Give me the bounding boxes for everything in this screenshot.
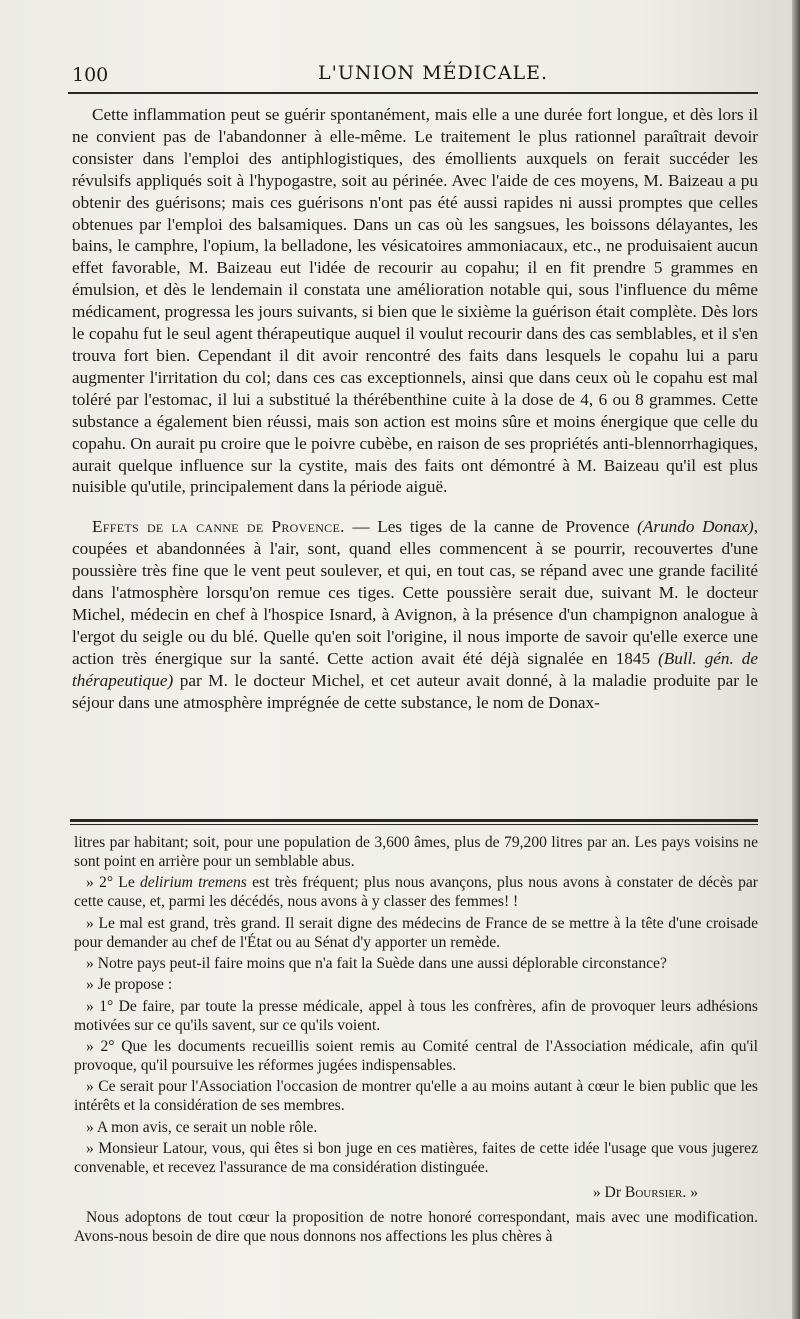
paragraph-cystitis: Cette inflammation peut se guérir spontanément, mais elle a une durée fort longue, et dès lors il ne convient pas de l'abandonner à elle-même. Le traitement le plus rationnel paraîtrait devoir consister dans l'emploi des antiphlogistiques, des émollients auxquels on ferait succéder les révulsifs appliqués soit à l'hypogastre, soit au périnée. Avec l'aide de ces moyens, M. Baizeau a pu obtenir des guérisons; mais ces guérisons n'ont pas été aussi rapides ni aussi promptes que celles obtenues par l'emploi des balsamiques. Dans un cas où les sangsues, les boissons délayantes, les bains, le camphre, l'opium, la belladone, les vésicatoires ammoniacaux, etc., ne produisaient aucun effet favorable, M. Baizeau eut l'idée de recourir au copahu; il en fit prendre 5 grammes en émulsion, et dès le lendemain il constata une amélioration notable qui, sous l'influence du même médicament, progressa les jours suivants, si bien que le sixième la guérison était complète. Dès lors le copahu fut le seul agent thérapeutique auquel il voulut recourir dans des cas semblables, et il s'en trouva fort bien. Cependant il dit avoir rencontré des faits dans lesquels le copahu lui a paru augmenter l'irritation du col; dans ces cas exceptionnels, ainsi que dans ceux où le copahu est mal toléré par l'estomac, il lui a substitué la thérébenthine cuite à la dose de 4, 6 ou 8 grammes. Cette substance a également bien réussi, mais son action est moins sûre et moins énergique que celle du copahu. On aurait pu croire que le poivre cubèbe, en raison de ses propriétés anti-blennorrhagiques, aurait quelque influence sur la cystite, mais des faits ont démontré à M. Baizeau qu'il est plus nuisible qu'utile, principalement dans la période aiguë.	[72, 105, 758, 497]
footnote-paragraph: Nous adoptons de tout cœur la proposition de notre honoré correspondant, mais avec une modification. Avons-nous besoin de dire que nous donnons nos affections les plus chères à	[74, 1208, 758, 1245]
text-segment: » 2° Le	[86, 874, 140, 892]
text-segment: — Les tiges de la canne de Provence	[344, 517, 638, 537]
footnote-paragraph: » Monsieur Latour, vous, qui êtes si bon juge en ces matières, faites de cette idée l'usage que vous jugerez convenable, et recevez l'assurance de ma considération distinguée.	[74, 1140, 758, 1176]
italic-segment: (Bull. gén. de thérapeutique)	[72, 648, 758, 690]
main-text	[72, 104, 758, 713]
signature-name: Boursier.	[624, 1183, 687, 1201]
footnote-paragraph: » 1° De faire, par toute la presse médicale, appel à tous les confrères, afin de provoquer leurs adhésions motivées sur ce qu'ils savent, sur ce qu'ils voient.	[74, 997, 758, 1034]
footnote-paragraph: » Le mal est grand, très grand. Il serait digne des médecins de France de se mettre à la tête d'une croisade pour demander au chef de l'État ou au Sénat d'y apporter un remède.	[74, 914, 758, 951]
text-segment: est très fréquent; plus nous avançons, plus nous avons à constater de décès par cette cause, et, parmi les décédés, nous avons à y classer des femmes! !	[74, 874, 758, 911]
footnote-paragraph: litres par habitant; soit, pour une population de 3,600 âmes, plus de 79,200 litres par an. Les pays voisins ne sont point en arrière pour un semblable abus.	[74, 834, 758, 870]
paragraph-canne-de-provence	[72, 516, 758, 713]
footnote-paragraph: » A mon avis, ce serait un noble rôle.	[86, 1118, 318, 1136]
italic-segment: (Arundo Donax)	[637, 517, 754, 537]
text-segment: »	[686, 1183, 698, 1201]
footnote-block	[74, 834, 758, 1249]
running-header	[68, 58, 758, 90]
section-title: Effets de la canne de Provence.	[92, 517, 345, 537]
footnote-separator-thin	[70, 824, 758, 825]
text-segment: , coupées et abandonnées à l'air, sont, quand elles commencent à se pourrir, recouvertes d'une poussière très fine que le vent peut soulever, et qui, en tout cas, se répand avec une grande facilité dans l'atmosphère lorsqu'on remue ces tiges. Cette poussière serait due, suivant M. le docteur Michel, médecin en chef à l'hospice Isnard, à Avignon, à la présence d'un champignon analogue à l'ergot du seigle ou du blé. Quelle qu'en soit l'origine, il nous importe de savoir qu'elle exerce une action très énergique sur la santé. Cette action avait été déjà signalée en 1845	[72, 517, 758, 668]
footnote-separator-thick	[70, 819, 758, 822]
footnote-paragraph	[74, 874, 758, 912]
header-rule	[68, 92, 758, 94]
footnote-paragraph: » Ce serait pour l'Association l'occasion de montrer qu'elle a au moins autant à cœur le bien public que les intérêts et la considération de ses membres.	[74, 1078, 758, 1115]
footnote-paragraph: » 2° Que les documents recueillis soient remis au Comité central de l'Association médicale, afin qu'il provoque, qu'il poursuive les réformes jugées indispensables.	[74, 1038, 758, 1074]
signature	[74, 1184, 758, 1203]
journal-title: L'UNION MÉDICALE.	[318, 62, 549, 84]
page-edge-shadow	[792, 0, 800, 1319]
italic-segment: delirium tremens	[140, 874, 247, 892]
text-segment: par M. le docteur Michel, et cet auteur avait donné, à la maladie produite par le séjour dans une atmosphère imprégnée de cette substance, le nom de Donax-	[72, 670, 758, 712]
footnote-paragraph: » Je propose :	[86, 976, 173, 994]
footnote-paragraph: » Notre pays peut-il faire moins que n'a fait la Suède dans une aussi déplorable circonstance?	[86, 954, 667, 972]
text-segment: » Dr	[592, 1183, 625, 1201]
page-number: 100	[72, 64, 109, 86]
